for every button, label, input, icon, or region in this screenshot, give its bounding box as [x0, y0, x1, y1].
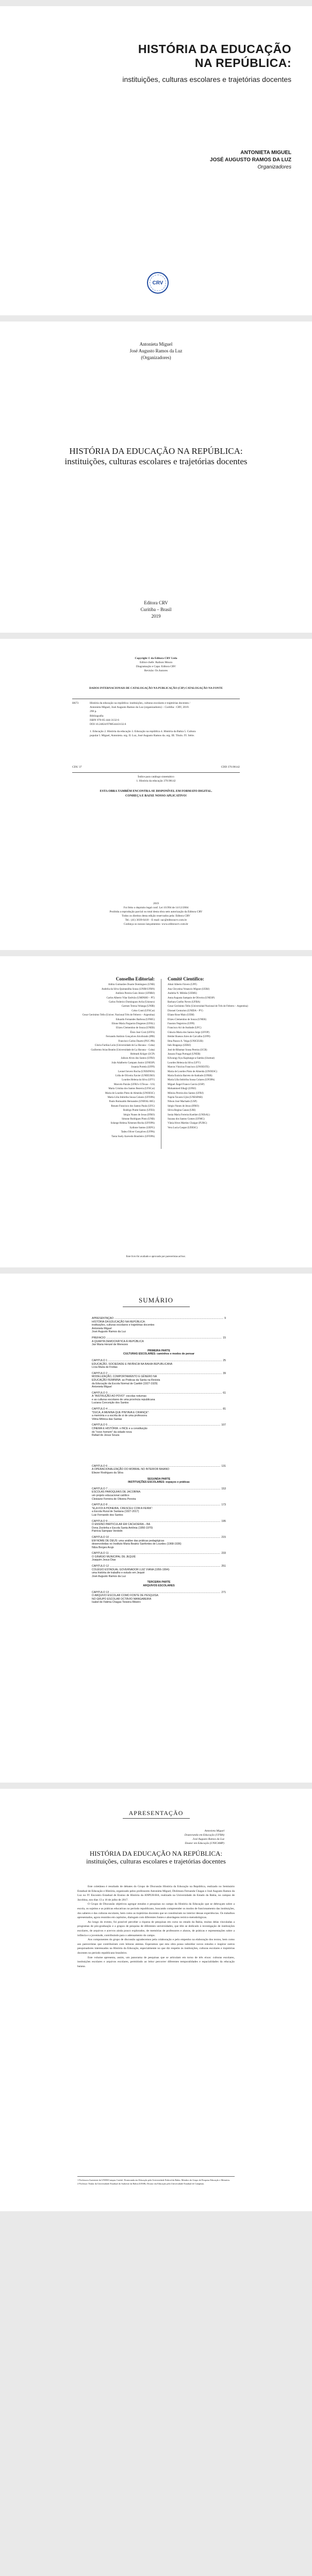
copyright-line: Diagramação e Capa: Editora CRV	[136, 665, 176, 668]
council-member: Silvia Regina Canan (URI)	[168, 1109, 196, 1112]
toc-entry-page: 61	[223, 1391, 226, 1395]
title-page-year: 2019	[151, 614, 161, 619]
council-member: Simone Rodrigues Pinto (UNB)	[121, 1118, 155, 1121]
council-member: Antônio Pereira Gaio Júnior (UFRRJ)	[115, 992, 155, 995]
toc-entry-title: CAPÍTULO 3 .....	[92, 1392, 222, 1395]
crv-logo-text: CRV	[152, 280, 163, 286]
council-member: Tadeu Oliver Gonçalves (UFPA)	[121, 1131, 155, 1134]
crv-logo-icon	[147, 272, 169, 294]
council-member: Sydione Santos (UEPG)	[129, 1126, 155, 1129]
toc-entry-author: Antonieta Miguel	[92, 1385, 112, 1389]
council-member: Marcos Vinicius Francisco (UNOESTE)	[168, 1066, 209, 1069]
cover-authors	[137, 149, 291, 171]
cip-line: História da educação na república: instituições, culturas escolares e trajetórias docentes /	[90, 702, 190, 705]
toc-entry[interactable]	[92, 1565, 226, 1578]
presentation-body	[77, 1885, 235, 1969]
toc-part-name: ARQUIVOS ESCOLARES	[143, 1584, 175, 1588]
toc-entry-title: CAPÍTULO 13 .....	[92, 1591, 220, 1595]
council-member: Lourdes Helena da Silva (UFV)	[168, 1061, 201, 1064]
toc-entry-page: 107	[221, 1423, 226, 1427]
title-page-publisher: Editora CRV	[144, 600, 168, 605]
cip-footer	[72, 765, 240, 769]
council-member: Ana Chrystina Venancio Mignot (UERJ)	[168, 988, 210, 991]
council-member: Cesar Gerónimo Tello (Univer. Nacional Três de Febrero – Argentina)	[82, 1014, 155, 1017]
council-member: Josania Portela (UFPI)	[131, 1066, 155, 1069]
toc-entry-author: Luciana Conceição dos Santos	[92, 1401, 129, 1405]
toc-entry-subtitle: O GINÁSIO MUNICIPAL DE JEQUIÉ	[92, 1555, 136, 1558]
council-member: Guillermo Arias Beatón (Universidade de La Havana – Cuba)	[91, 1048, 155, 1052]
cip-line: Antonieta Miguel, José Augusto Ramos da Luz (organizadores) – Curitiba : CRV, 2019.	[90, 706, 189, 709]
toc-entry-subtitle: A OPERACIONALIZAÇÃO DO MOBRAL NO INTERIOR BAIANO	[92, 1468, 170, 1471]
toc-entry-author: Antonieta Miguel	[92, 1327, 112, 1330]
toc-entry-author: Joaquim Jesus Dias	[92, 1558, 116, 1562]
council-member: Francisco Carlos Duarte (PUC-PR)	[118, 1040, 155, 1043]
toc-part-heading	[92, 1581, 226, 1587]
rights-notice: Todos os direitos desta edição reservados pela: Editora CRV	[122, 914, 190, 918]
council-member: Fernando Antônio Gonçalves Alcoforado (IPB)	[106, 1036, 155, 1039]
cover-subtitle: instituições, culturas escolares e trajetórias docentes	[122, 75, 291, 83]
council-member: Inês Bragança (UERJ)	[168, 1044, 191, 1047]
summary-title: SUMÁRIO	[139, 1296, 173, 1304]
presentation-paragraph: Este volume apresenta, assim, um panorama de pesquisas que se articulam em torno de três eixos: culturas escolares, instituições escolares e arquivos escolares, permitindo ao leitor percorrer diferentes temporalidades e espacialidades da educação baiana.	[77, 1956, 235, 1968]
council-member: Lourdes Helena da Silva (UFV)	[122, 1079, 155, 1082]
council-member: Barbara Coelho Neves (UFBA)	[168, 1001, 201, 1004]
contact-line: Tel.: (41) 3039-6418 – E-mail: sac@editoracrv.com.br	[125, 919, 187, 922]
signer-name: Antonieta Miguel	[204, 1829, 224, 1833]
cip-line: Bibliografia	[90, 714, 104, 718]
cip-line: 1. Educação 2. História da educação 3. Educação na república 4. História da Bahia 5. Cultura	[90, 730, 196, 734]
toc-entry-subtitle: da Educação da Escola Normal de Caetité (1927-1929)	[92, 1382, 158, 1385]
council-member: Helder Buenos Aires de Carvalho (UFPI)	[168, 1036, 210, 1039]
toc-entry-title: CAPÍTULO 10 .....	[92, 1536, 220, 1539]
council-member: Carmen Tereza Velanga (UNIR)	[121, 1005, 155, 1008]
council-member: Vânia Alves Martins Chaigar (FURG)	[168, 1122, 207, 1125]
cip-line: 290 p.	[90, 710, 97, 714]
toc-entry-page: 251	[221, 1565, 226, 1568]
toc-entry[interactable]	[92, 1392, 226, 1405]
toc-entry-page: 81	[223, 1408, 226, 1411]
council-member: Maria de Lourdes Pinto de Almeida (UNOESC)	[168, 1070, 218, 1073]
cip-title: DADOS INTERNACIONAIS DE CATALOGAÇÃO NA PUBLICAÇÃO (CIP) CATALOGAÇÃO NA FONTE	[89, 687, 223, 690]
digital-notice	[0, 789, 312, 799]
toc-part-number: SEGUNDA PARTE	[147, 1477, 171, 1481]
toc-entry-title: CAPÍTULO 8 .....	[92, 1503, 220, 1507]
title-page-author-1: Antonieta Miguel	[139, 342, 173, 347]
digital-notice-line: ESTA OBRA TAMBÉM ENCONTRA-SE DISPONÍVEL EM FORMATO DIGITAL.	[100, 790, 212, 793]
council-member: Andréia da Silva Quintanilha Sousa (UNIR/UFRN)	[101, 988, 155, 991]
table-of-contents	[92, 1317, 226, 1607]
footnotes	[77, 2176, 235, 2185]
toc-entry-subtitle: A "INSTRUÇÃO AO POVO": escolas noturnas	[92, 1395, 147, 1398]
council-member: Celso Conti (UFSCar)	[132, 1009, 155, 1012]
toc-entry-author: Patrícia Sampaio Verdolin	[92, 1530, 123, 1533]
council-member: Elione Maria Nogueira Diogenes (UFAL)	[111, 1023, 155, 1026]
cover-author-2: JOSÉ AUGUSTO RAMOS DA LUZ	[210, 157, 291, 163]
council-member: Mônica Pereira dos Santos (UFRJ)	[168, 1092, 204, 1095]
signer-role: Doutor em Educação (UNICAMP)	[185, 1842, 224, 1845]
toc-entry-page: 271	[221, 1590, 226, 1594]
cip-line: DOI 10.24824/978854443132.6	[90, 723, 126, 726]
toc-entry-subtitle: MODELIZAÇÃO, COMPORTAMENTO E GÊNERO NA	[92, 1375, 157, 1379]
council-member: Francisco Ari de Andrade (UFC)	[168, 1027, 202, 1030]
toc-entry[interactable]	[92, 1552, 226, 1562]
council-member: Maria Eurácia Barreto de Andrade (UFRB)	[168, 1074, 212, 1077]
toc-entry-subtitle: EDUCAÇÃO, SOCIEDADE E INFÂNCIA NA BAHIA REPUBLICANA	[92, 1362, 173, 1366]
copyright-line: Revisão: Os Autores	[144, 669, 168, 672]
presentation-paragraph: Ao longo do evento, foi possível perceber a riqueza de pesquisas em curso no estado da Bahia, muitas delas vinculadas a programas de pós-graduação e a grupos de pesquisa de diferentes universidades, que têm se dedicado à investigação de instituições escolares, de arquivos e acervos ainda pouco explorados, de memórias de professores e alunos, de práticas e representações sobre a infância e a juventude, contribuindo para o adensamento do campo.	[77, 1920, 235, 1937]
title-page-publisher-block	[0, 600, 312, 620]
toc-entry-author: Luiz Fernando dos Santos	[92, 1513, 123, 1517]
toc-entry[interactable]	[92, 1591, 226, 1604]
copyright-lines	[0, 656, 312, 673]
cip-line: popular I. Miguel, Antonieta. org. II. Luz, José Augusto Ramos da. org. III. Título. IV. Série.	[90, 734, 195, 738]
cip-code: H673	[72, 702, 79, 705]
council-member: Andréia N. Militão (UEMS)	[168, 992, 197, 995]
toc-entry-subtitle: O ARQUIVO ESCOLAR COMO FONTE DE PESQUISA:	[92, 1594, 159, 1598]
toc-part-name: CULTURAS ESCOLARES: caminhos e modos de pensar	[123, 1352, 194, 1356]
cover-author-1: ANTONIETA MIGUEL	[240, 150, 291, 156]
council-member: Sonia Maria Ferreira Koehler (UNISAL)	[168, 1113, 210, 1116]
signer-name: José Augusto Ramos da Luz	[192, 1838, 224, 1841]
toc-entry-subtitle: e as culturas escolares de uma província republicana	[92, 1398, 155, 1401]
copyright-bottom	[0, 902, 312, 926]
presentation-signers	[101, 1829, 224, 1845]
toc-entry-author: Rafael de Jesus Souza	[92, 1434, 120, 1437]
council-member: Eliane Rose Maio (UEM)	[168, 1014, 194, 1017]
toc-entry-title: PREFÁCIO .....	[92, 1336, 222, 1340]
presentation-paragraph: Aos componentes do grupo de discussão agradecemos pela colaboração e pelo empenho na elaboração dos textos, bem como aos pareceristas que contribuíram com leituras atentas. Esperamos que esta obra possa subsidiar novos estudos e inspirar outros pesquisadores interessados na História da Educação, especialmente no que diz respeito às instituições, culturas escolares e trajetórias docentes no período republicano brasileiro.	[77, 1938, 235, 1955]
council-member: Jailson Alves dos Santos (UFRJ)	[121, 1057, 155, 1060]
council-member: Paulo Romualdo Hernandes (UNIFAL-MG)	[109, 1100, 155, 1104]
toc-entry-subtitle: ESCOLAS PAROQUIAIS DE JACOBINA:	[92, 1490, 141, 1494]
council-member: Carlos Federico Dominguez Avila (Unieuro)	[108, 1001, 155, 1004]
toc-part-heading	[92, 1478, 226, 1484]
council-member: Lídia de Oliveira Xavier (UNIEURO)	[115, 1074, 155, 1077]
toc-entry-title: CAPÍTULO 12 .....	[92, 1565, 220, 1568]
cip-body	[90, 701, 239, 738]
toc-entry-author: Nilza Borges Arujo	[92, 1546, 114, 1549]
toc-entry-title: CAPÍTULO 6 .....	[92, 1465, 220, 1468]
council-member: Sérgio Nunes de Jesus (IFRO)	[168, 1105, 199, 1108]
toc-entry-subtitle: A QUARTA DEMOCRÁTICA À REPÚBLICA	[92, 1340, 144, 1343]
toc-entry[interactable]	[92, 1423, 226, 1437]
toc-entry-subtitle: NO GRUPO ESCOLAR OCTÁVIO MANGABEIRA	[92, 1597, 152, 1601]
scientific-committee	[168, 976, 248, 1130]
title-page-title: HISTÓRIA DA EDUCAÇÃO NA REPÚBLICA: instituições, culturas escolares e trajetórias docentes	[64, 446, 248, 466]
council-member: Mohammed Elhajji (UFRJ)	[168, 1088, 196, 1091]
council-member: Gláucia Maria dos Santos Jorge (UFOP)	[168, 1031, 209, 1034]
footnote: 2 Professor Titular da Universidade Estadual do Sudoeste da Bahia (UESB). Doutor em Educação pela Universidade Estadual de Campinas.	[77, 2182, 205, 2185]
reproduction-notice: Proibida a reprodução parcial ou total desta obra sem autorização da Editora CRV	[109, 910, 203, 913]
toc-entry-page: 39	[223, 1371, 226, 1375]
council-member: Kilwangy Kya Kapitango-a-Samba (Unemat)	[168, 1057, 215, 1060]
review-note: Este livro foi avaliado e aprovado por pareceristas ad hoc.	[126, 1256, 186, 1258]
toc-entry-author: José Augusto Ramos da Luz	[92, 1574, 126, 1578]
title-page-authors	[0, 341, 312, 361]
council-member: Elizeu Clementino de Souza (UNEB)	[168, 1018, 206, 1021]
catalog-index	[0, 775, 312, 783]
toc-entry-title: APRESENTAÇÃO .....	[92, 1317, 223, 1320]
toc-part-number: PRIMEIRA PARTE	[147, 1349, 170, 1352]
toc-entry[interactable]	[92, 1372, 226, 1389]
toc-entry-title: CAPÍTULO 2 .....	[92, 1372, 222, 1376]
council-member: Jussara Fraga Portugal (UNEB)	[168, 1053, 201, 1056]
council-member: Míguel Ángel Franco García (USP)	[168, 1083, 205, 1086]
council-member: José de Ribamar Sousa Pereira (UCB)	[168, 1048, 207, 1052]
toc-entry-author: Vilma Mônica das Santas	[92, 1417, 122, 1421]
presentation-paragraph: Este coletânea é resultado de debates do Grupo de Discussão História da Educação na República, realizado no Seminário Estadual de Educação e História, organizado pelos professores Antonieta Miguel, Dislimara Fernanda Chagas e José Augusto Ramos da Luz no IV Encontro Estadual de Ensino de História da ANPUH-BA, realizado na Universidade do Estado da Bahia, no campus de Jacobina, nos dias 13 a 16 de julho de 2017.	[77, 1885, 235, 1902]
toc-entry-page: 215	[221, 1535, 226, 1539]
toc-entry-title: CAPÍTULO 1 .....	[92, 1359, 222, 1363]
copyright-year: 2019	[153, 902, 159, 905]
toc-entry-subtitle: EDUCAÇÃO FEMININA: as Práticas da Santa na Revista	[92, 1378, 160, 1382]
council-member: Maria Lília Imbiriba Sousa Colares (UFOPA)	[168, 1079, 215, 1082]
toc-entry-author: José Augusto Ramos da Luz	[92, 1330, 126, 1334]
toc-entry-page: 9	[224, 1317, 226, 1320]
toc-entry-page: 173	[221, 1503, 226, 1507]
council-member: Carlos Alberto Vilar Estêvão (UMINHO – PT)	[106, 996, 155, 999]
council-member: Vera Lucia Gaspar (UDESC)	[168, 1126, 198, 1129]
cover-organizers: Organizadores	[257, 164, 291, 170]
council-member: Marcelo Paixão (UFRJ e UTexas – US)	[113, 1083, 155, 1086]
toc-entry-author: Isabel de Fátima Chagas Teixeira Ribeiro	[92, 1601, 141, 1604]
footnote: 1 Professora Assistente da UNEB/Campus Caetité. Doutoranda em Educação pela Universidade Federal da Bahia. Membro do Grupo de Pesquisa Educação e Memória.	[77, 2179, 230, 2181]
council-member: Leonel Severo Rocha (UNISINOS)	[118, 1070, 155, 1073]
title-page-organizers: (Organizadores)	[141, 355, 171, 360]
council-member: Renato Francisco dos Santos Paula (UFG)	[111, 1105, 155, 1108]
council-member: Eduardo Fernandes Barbosa (UFMG)	[116, 1018, 155, 1021]
editorial-council-title: Conselho Editorial:	[116, 976, 155, 981]
copyright-line: Copyright © da Editora CRV Ltda	[135, 657, 177, 660]
cover-page	[0, 6, 312, 315]
cip-cdd: CDD 370.98142	[221, 766, 240, 769]
council-member: Elizeu Clementino de Souza (UNEB)	[116, 1027, 155, 1030]
scientific-committee-list	[168, 983, 248, 1130]
toc-entry-title: CAPÍTULO 4 .....	[92, 1408, 222, 1411]
toc-entry-author: Jair Maria Henzel de Menezes	[92, 1343, 128, 1347]
council-member: Élsio José Corá (UFFS)	[130, 1031, 155, 1034]
toc-entry-subtitle: EM NOME DE DEUS: uma análise das práticas pedagógicas	[92, 1539, 165, 1543]
editorial-council-list	[77, 983, 155, 1139]
cip-cdu: CDU 37	[72, 766, 82, 769]
council-member: Nilson José Machado (USP)	[168, 1100, 197, 1104]
title-page-city: Curitiba – Brasil	[140, 607, 172, 612]
council-member: Sérgio Nunes de Jesus (IFRO)	[123, 1113, 155, 1116]
council-member: Aldira Guimarães Duarte Domínguez (UNB)	[108, 984, 155, 987]
council-member: Maria Lília Imbiriba Sousa Colares (UFOPA)	[107, 1096, 155, 1099]
toc-entry-title: CAPÍTULO 11 .....	[92, 1552, 220, 1555]
toc-part-number: TERCEIRA PARTE	[147, 1581, 171, 1584]
council-member: Fauston Negreiros (UFPI)	[168, 1023, 195, 1026]
cip-box	[72, 699, 240, 773]
signer-role: Doutoranda em Educação (UFBA)	[184, 1834, 224, 1837]
toc-entry-subtitle: Dona Zeziinha e Escola Santa Antônia (1950-1970)	[92, 1526, 153, 1530]
toc-entry[interactable]	[92, 1503, 226, 1517]
council-member: Cesar Gerónimo Tello (Universidad Nacional de Três de Febrero – Argentina)	[168, 1005, 248, 1008]
toc-entry[interactable]	[92, 1536, 226, 1549]
toc-entry-subtitle: instituições, culturas escolares e trajetórias docentes	[92, 1324, 155, 1327]
toc-entry-subtitle: O ENSINO PARTICULAR EM CACHOEIRA – BA	[92, 1523, 151, 1527]
presentation-title: APRESENTAÇÃO	[128, 1809, 184, 1817]
toc-entry-author: Eliezer Rodrigues da Silva	[92, 1471, 123, 1475]
toc-entry-page: 153	[221, 1487, 226, 1490]
council-member: Diosnel Centurion (UNIDA – PY)	[168, 1009, 203, 1012]
toc-entry-subtitle: CINEMA E HISTÓRIA: o INCE e a constituição	[92, 1427, 147, 1431]
council-member: Tania Suely Azevedo Brasileiro (UFOPA)	[111, 1135, 155, 1138]
cover-title: HISTÓRIA DA EDUCAÇÃO NA REPÚBLICA:	[138, 42, 291, 70]
toc-entry-subtitle: "ELA FOI A PIONEIRA, CRESCEU COM A FEIRA":	[92, 1506, 153, 1510]
council-member: Helmuth Krüger (UCP)	[130, 1053, 155, 1056]
title-page-author-2: José Augusto Ramos da Luz	[129, 348, 183, 353]
presentation-title-rule	[123, 1818, 190, 1819]
toc-entry-subtitle: HISTÓRIA DA EDUCAÇÃO NA REPÚBLICA:	[92, 1320, 146, 1324]
toc-entry[interactable]	[92, 1408, 226, 1421]
toc-entry[interactable]	[92, 1336, 226, 1347]
council-member: Maria de Lourdes Pinto de Almeida (UNOESC)	[105, 1092, 155, 1095]
council-member: Ilma Passos A. Veiga (UNICEUB)	[168, 1040, 203, 1043]
toc-entry-subtitle: "DUCA, A MENINA QUE PINTAVA E CRIANÇE":	[92, 1411, 150, 1414]
council-member: Rodrigo Pratte-Santos (UFES)	[123, 1109, 155, 1112]
digital-notice-line: CONHEÇA E BAIXE NOSSO APLICATIVO!	[125, 794, 187, 798]
toc-part-heading	[92, 1349, 226, 1356]
website-line: Conheça os nossos lançamentos: www.editoracrv.com.br	[124, 923, 188, 926]
toc-entry-page: 131	[221, 1464, 226, 1468]
toc-entry-page: 15	[223, 1336, 226, 1340]
toc-entry-subtitle: a Escola Rural de Santana (1927-2017)	[92, 1510, 139, 1514]
toc-entry-page: 25	[223, 1359, 226, 1362]
toc-entry-subtitle: COLÉGIO ESTADUAL GOVERNADOR LUIZ VIANA (1956-1994):	[92, 1568, 170, 1571]
council-member: Solange Helena Ximenes-Rocha (UFOPA)	[110, 1122, 155, 1125]
presentation-book-title: HISTÓRIA DA EDUCAÇÃO NA REPÚBLICA: instituições, culturas escolares e trajetórias docentes	[86, 1850, 226, 1865]
presentation-paragraph: O Grupo de Discussão objetivou agregar estudos e pesquisas no campo da História da Educação que se debruçam sobre a escola, os sujeitos e as práticas educativas no período republicano, buscando compreender os modos de funcionamento das instituições, dos saberes e das culturas escolares, bem como as trajetórias docentes que se constituíram no interior dessas experiências. Os trabalhos apresentados, agora reunidos em capítulos, dialogam com diferentes fontes e abordagens teórico-metodológicas.	[77, 1903, 235, 1920]
toc-entry[interactable]	[92, 1487, 226, 1501]
catalog-index-line: 1. História da educação 370.98142	[136, 779, 176, 783]
toc-entry-subtitle: uma história de trabalho e estudo em Jequié	[92, 1571, 145, 1575]
toc-entry[interactable]	[92, 1465, 226, 1475]
scientific-committee-title: Comitê Científico:	[168, 976, 204, 981]
toc-entry-subtitle: um projeto educacional católico	[92, 1494, 129, 1497]
toc-entry[interactable]	[92, 1359, 226, 1369]
catalog-index-line: Índice para catálogo sistemático	[138, 775, 174, 778]
toc-entry-subtitle: a memória e a escrita de si de uma professora	[92, 1414, 147, 1418]
council-member: Gloria Fariñas León (Universidade de La Havana – Cuba)	[94, 1044, 155, 1047]
toc-entry-page: 233	[221, 1552, 226, 1555]
legal-deposit: Foi feito o depósito legal conf. Lei 10.994 de 14/12/2004	[123, 906, 189, 909]
toc-entry-page: 195	[221, 1519, 226, 1523]
toc-entry-author: Lícia Maria de Freitas	[92, 1366, 118, 1369]
toc-entry-subtitle: desenvolvidas no Instituto Maria Beatriz Sanfontes de Lourdes (1968-1936)	[92, 1543, 182, 1546]
toc-entry[interactable]	[92, 1317, 226, 1334]
council-member: Anna Augusta Sampaio de Oliveira (UNESP)	[168, 996, 215, 999]
toc-entry-title: CAPÍTULO 7 .....	[92, 1487, 220, 1491]
toc-entry-title: CAPÍTULO 5 .....	[92, 1423, 220, 1427]
editorial-council	[77, 977, 155, 1139]
council-member: Najela Tavares Ujiie (UNESPAR)	[168, 1096, 203, 1099]
council-page	[0, 956, 312, 1267]
summary-page	[0, 1274, 312, 1783]
toc-entry-author: Cleisiane Ferreira de Oliveira Pereira	[92, 1497, 136, 1501]
toc-entry-title: CAPÍTULO 9 .....	[92, 1520, 220, 1523]
council-member: João Adalberto Campato Junior (UNESP)	[111, 1061, 155, 1064]
cip-line: ISBN 978-85-444-3132-6	[90, 718, 119, 722]
copyright-page	[0, 639, 312, 950]
council-member: Suzana dos Santos Gomes (UFMG)	[168, 1118, 205, 1121]
toc-entry-subtitle: do "novo homem" da cidade nova	[92, 1430, 132, 1434]
toc-part-name: INSTITUIÇÕES ESCOLARES: espaços e práticas	[128, 1481, 190, 1484]
copyright-line: Editor-chefe: Railson Moura	[139, 661, 173, 664]
council-member: Maria Cristina dos Santos Bezerra (UFSCar)	[108, 1088, 155, 1091]
title-page	[0, 321, 312, 633]
toc-entry[interactable]	[92, 1520, 226, 1533]
presentation-page	[0, 1789, 312, 2211]
council-member: Altair Alberto Fávero (UPF)	[168, 984, 197, 987]
